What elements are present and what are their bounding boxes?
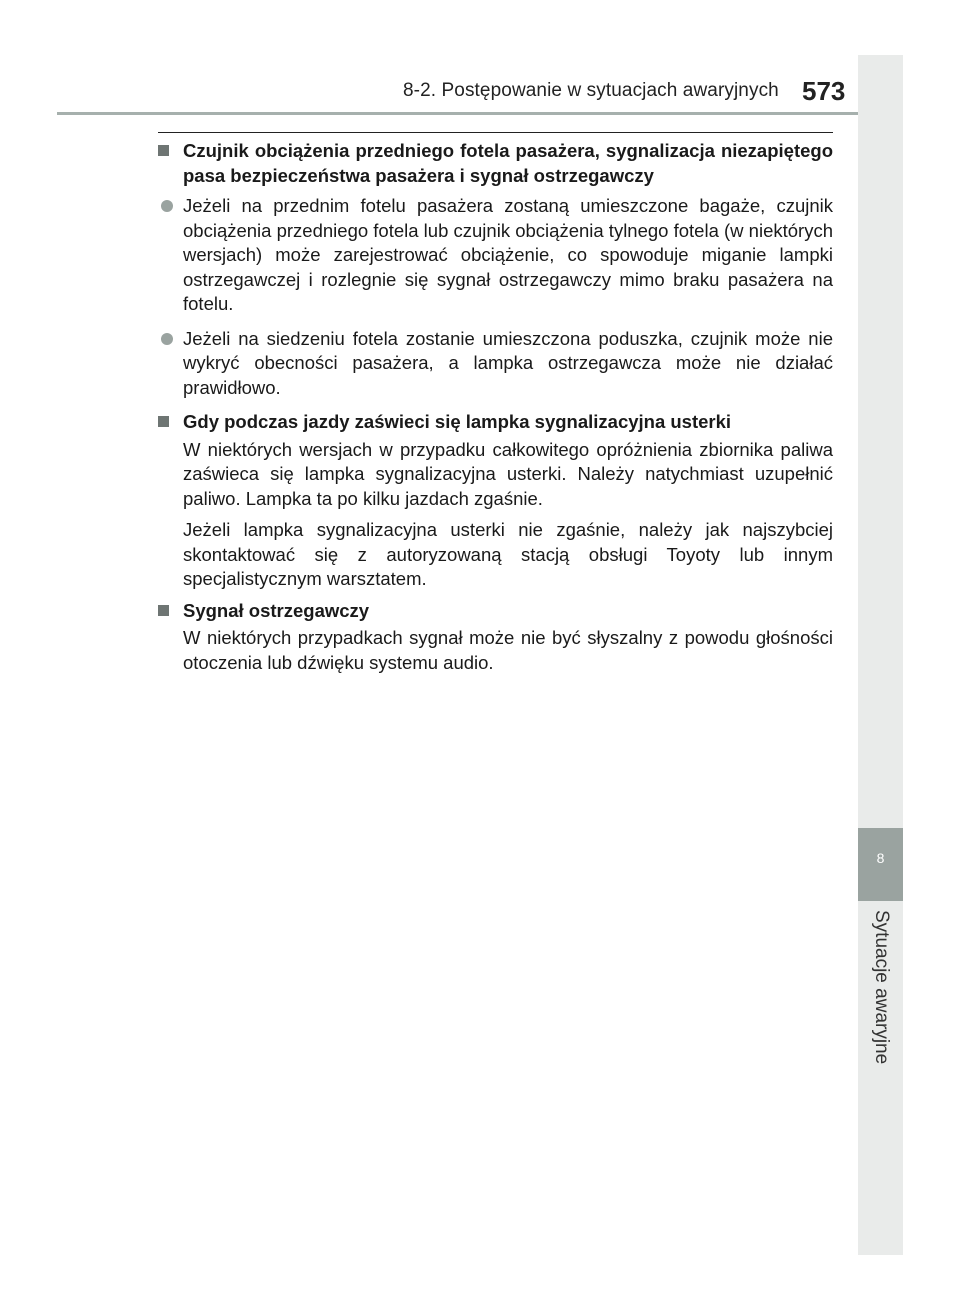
square-bullet-icon xyxy=(158,605,169,616)
side-strip xyxy=(858,55,903,1255)
square-bullet-icon xyxy=(158,416,169,427)
running-header: 8-2. Postępowanie w sytuacjach awaryjnych xyxy=(403,80,779,101)
section-malfunction-lamp xyxy=(158,410,833,592)
section-title: Sygnał ostrzegawczy xyxy=(183,599,370,621)
page-content xyxy=(158,132,833,682)
header-divider xyxy=(57,112,903,115)
list-item xyxy=(183,194,833,317)
paragraph: W niektórych przypadkach sygnał może nie być słyszalny z powodu głośności otoczenia lub dźwięku systemu audio. xyxy=(183,627,833,673)
section-title: Czujnik obciążenia przedniego fotela pasażera, sygnalizacja niezapiętego pasa bezpieczeństwa pasażera i sygnał ostrzegawczy xyxy=(183,140,833,186)
chapter-number: 8 xyxy=(876,850,885,866)
page-number: 573 xyxy=(802,76,846,106)
square-bullet-icon xyxy=(158,145,169,156)
list-item-text: Jeżeli na siedzeniu fotela zostanie umieszczona poduszka, czujnik może nie wykryć obecności pasażera, a lampka ostrzegawcza może nie działać prawidłowo. xyxy=(183,327,833,398)
section-title: Gdy podczas jazdy zaświeci się lampka sygnalizacyjna usterki xyxy=(183,411,732,432)
list-item xyxy=(183,327,833,401)
paragraph: W niektórych wersjach w przypadku całkowitego opróżnienia zbiornika paliwa zaświeca się lampka sygnalizacyjna usterki. Należy natychmiast uzupełnić paliwo. Lampka ta po kilku jazdach zgaśnie. xyxy=(183,438,833,509)
round-bullet-icon xyxy=(161,200,173,212)
round-bullet-icon xyxy=(161,333,173,345)
paragraph: Jeżeli lampka sygnalizacyjna usterki nie zgaśnie, należy jak najszybciej skontaktować się z autoryzowaną stacją obsługi Toyoty lub innym specjalistycznym warsztatem. xyxy=(183,519,833,589)
section-warning-buzzer xyxy=(158,599,833,676)
list-item-text: Jeżeli na przednim fotelu pasażera zostaną umieszczone bagaże, czujnik obciążenia przedniego fotela lub czujnik obciążenia tylnego fotela (w niektórych wersjach) może zarejestrować obciążenie, co spowoduje miganie lampki ostrzegawczej i rozlegnie się sygnał ostrzegawczy mimo braku pasażera na fotelu. xyxy=(183,195,833,314)
section-passenger-sensor xyxy=(158,139,833,400)
chapter-title: Sytuacje awaryjne xyxy=(871,910,892,1065)
